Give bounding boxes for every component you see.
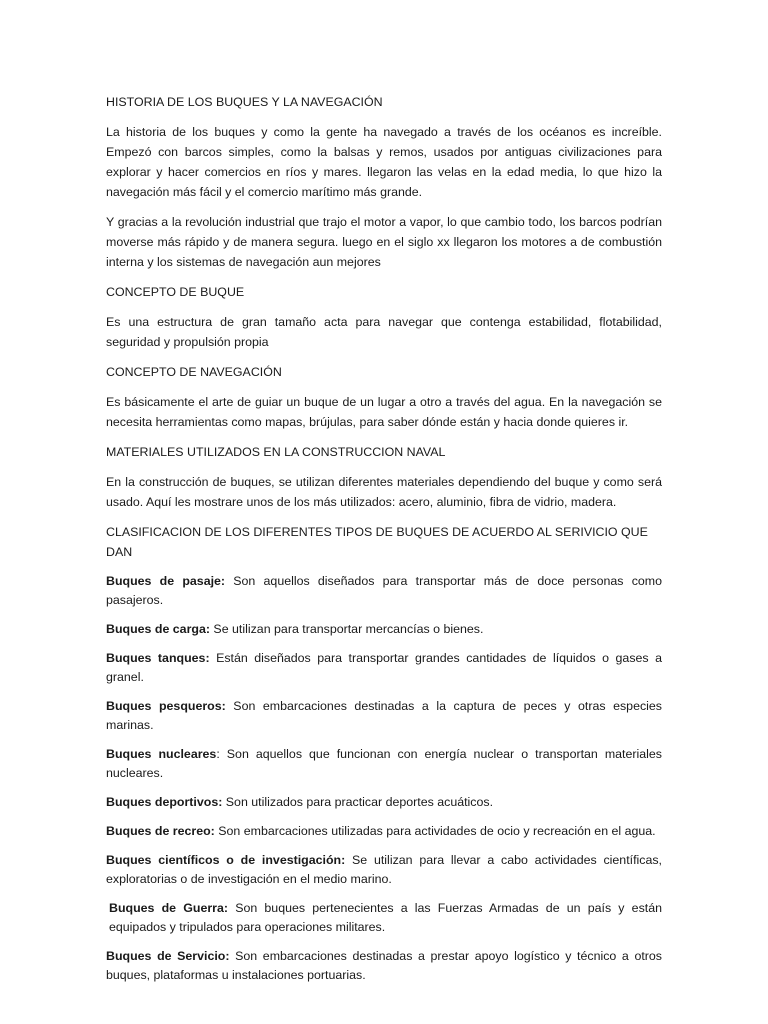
- ship-type-item: [106, 822, 662, 841]
- concept-ship-heading: CONCEPTO DE BUQUE: [106, 285, 245, 299]
- ship-type-item: [106, 745, 662, 783]
- ship-type-description: Son embarcaciones destinadas a la captura de peces y otras especies marinas.: [106, 699, 662, 732]
- ship-type-item: [106, 899, 662, 937]
- ship-type-item: [106, 620, 662, 639]
- ship-types-list: [106, 572, 662, 985]
- concept-navigation-heading: CONCEPTO DE NAVEGACIÓN: [106, 365, 282, 379]
- ship-type-item: [106, 697, 662, 735]
- ship-type-item: [106, 947, 662, 985]
- ship-type-term: Buques nucleares: [106, 747, 217, 761]
- ship-type-term: Buques de carga:: [106, 622, 210, 636]
- history-paragraph-2: Y gracias a la revolución industrial que trajo el motor a vapor, lo que cambio todo, los barcos podrían moverse más rápido y de manera segura. luego en el siglo xx llegaron los motores a de combustión interna y los sistemas de navegación aun mejores: [106, 215, 662, 269]
- ship-type-item: [106, 649, 662, 687]
- ship-type-description: Son utilizados para practicar deportes acuáticos.: [222, 795, 494, 809]
- ship-type-term: Buques pesqueros:: [106, 699, 226, 713]
- ship-type-description: Están diseñados para transportar grandes cantidades de líquidos o gases a granel.: [106, 651, 662, 684]
- history-paragraph-1: La historia de los buques y como la gente ha navegado a través de los océanos es increíble. Empezó con barcos simples, como la balsas y remos, usados por antiguas civilizaciones para explorar y hacer comercios en ríos y mares. llegaron las velas en la edad media, lo que hizo la navegación más fácil y el comercio marítimo más grande.: [106, 125, 662, 199]
- ship-type-description: Se utilizan para llevar a cabo actividades científicas, exploratorias o de investigación en el medio marino.: [106, 853, 662, 886]
- concept-ship-text: Es una estructura de gran tamaño acta para navegar que contenga estabilidad, flotabilidad, seguridad y propulsión propia: [106, 315, 662, 349]
- ship-type-item: [106, 851, 662, 889]
- classification-heading: CLASIFICACION DE LOS DIFERENTES TIPOS DE BUQUES DE ACUERDO AL SERIVICIO QUE DAN: [106, 525, 648, 559]
- concept-navigation-text: Es básicamente el arte de guiar un buque de un lugar a otro a través del agua. En la navegación se necesita herramientas como mapas, brújulas, para saber dónde están y hacia donde quieres ir.: [106, 395, 662, 429]
- ship-type-term: Buques de Guerra:: [109, 901, 229, 915]
- ship-type-term: Buques científicos o de investigación:: [106, 853, 346, 867]
- ship-type-term: Buques de Servicio:: [106, 949, 230, 963]
- ship-type-term: Buques de recreo:: [106, 824, 215, 838]
- ship-type-term: Buques deportivos:: [106, 795, 223, 809]
- ship-type-description: Son buques pertenecientes a las Fuerzas Armadas de un país y están equipados y tripulados para operaciones militares.: [109, 901, 662, 934]
- ship-type-item: [106, 572, 662, 610]
- ship-type-description: : Son aquellos que funcionan con energía nuclear o transportan materiales nucleares.: [106, 747, 662, 780]
- document-page: [106, 92, 662, 995]
- ship-type-item: [106, 793, 662, 812]
- ship-type-description: Son embarcaciones destinadas a prestar apoyo logístico y técnico a otros buques, plataformas u instalaciones portuarias.: [106, 949, 662, 982]
- ship-type-term: Buques de pasaje:: [106, 574, 226, 588]
- ship-type-description: Son embarcaciones utilizadas para actividades de ocio y recreación en el agua.: [214, 824, 656, 838]
- ship-type-description: Se utilizan para transportar mercancías o bienes.: [209, 622, 484, 636]
- ship-type-term: Buques tanques:: [106, 651, 210, 665]
- document-title: HISTORIA DE LOS BUQUES Y LA NAVEGACIÓN: [106, 95, 383, 109]
- materials-text: En la construcción de buques, se utilizan diferentes materiales dependiendo del buque y como será usado. Aquí les mostrare unos de los más utilizados: acero, aluminio, fibra de vidrio, madera.: [106, 475, 662, 509]
- ship-type-description: Son aquellos diseñados para transportar más de doce personas como pasajeros.: [106, 574, 662, 607]
- materials-heading: MATERIALES UTILIZADOS EN LA CONSTRUCCION NAVAL: [106, 445, 446, 459]
